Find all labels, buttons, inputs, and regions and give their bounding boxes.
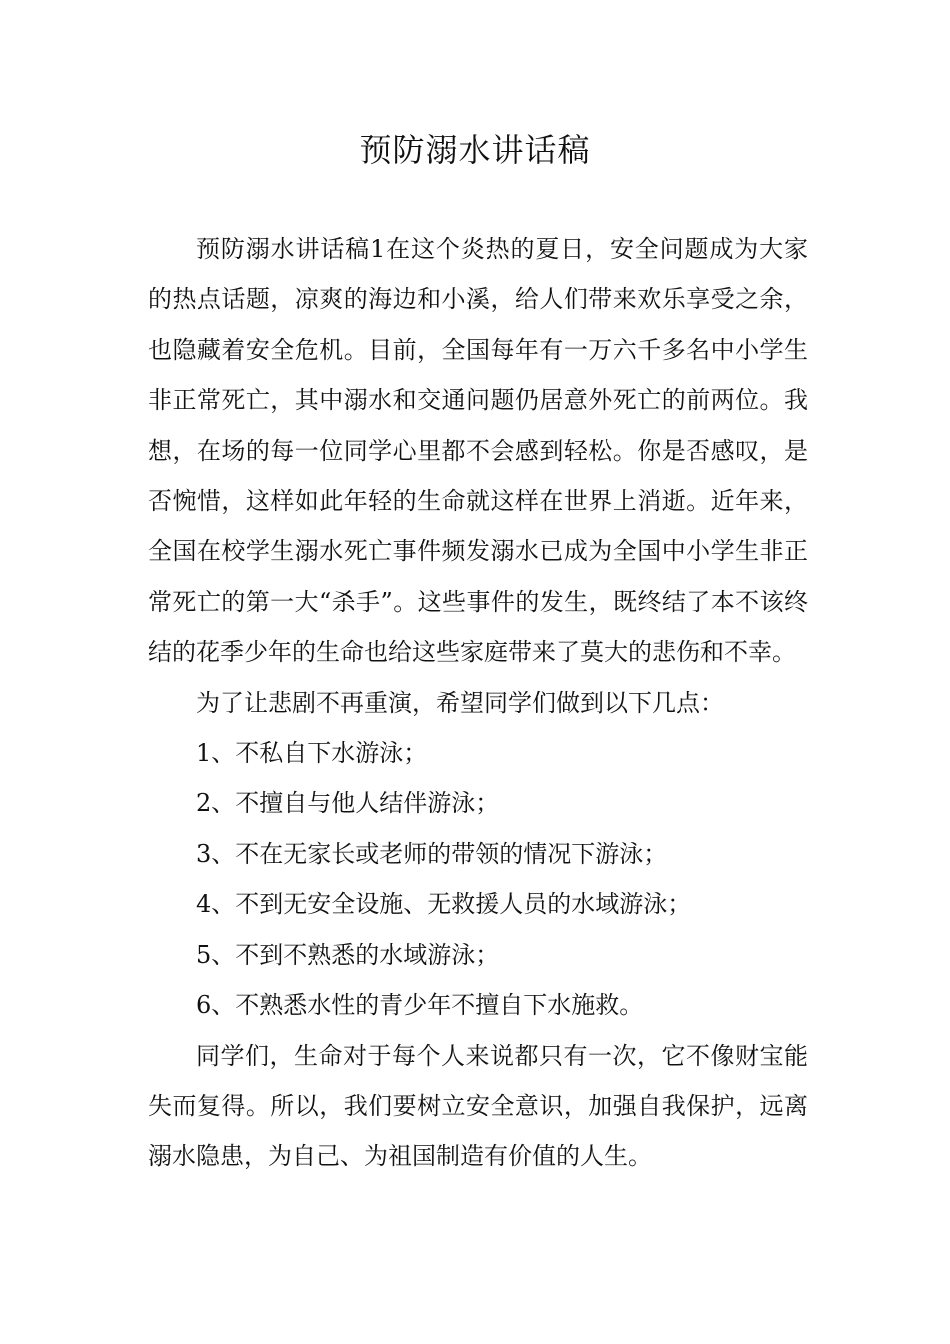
paragraph-intro: 预防溺水讲话稿1在这个炎热的夏日，安全问题成为大家的热点话题，凉爽的海边和小溪，给人们带来欢乐享受之余，也隐藏着安全危机。目前，全国每年有一万六千多名中小学生非正常死亡，其中溺水和交通问题仍居意外死亡的前两位。我想，在场的每一位同学心里都不会感到轻松。你是否感叹，是否惋惜，这样如此年轻的生命就这样在世界上消逝。近年来，全国在校学生溺水死亡事件频发溺水已成为全国中小学生非正常死亡的第一大“杀手”。这些事件的发生，既终结了本不该终结的花季少年的生命也给这些家庭带来了莫大的悲伤和不幸。 [148,235,808,667]
document-body [148,224,808,1182]
list-item-5: 5、不到不熟悉的水域游泳； [196,940,500,969]
list-item-3: 3、不在无家长或老师的带领的情况下游泳； [196,839,668,868]
paragraph-call-to-action: 为了让悲剧不再重演，希望同学们做到以下几点： [196,688,724,717]
list-item-6: 6、不熟悉水性的青少年不擅自下水施救。 [196,991,644,1020]
paragraph-conclusion: 同学们，生命对于每个人来说都只有一次，它不像财宝能失而复得。所以，我们要树立安全意识，加强自我保护，远离溺水隐患，为自己、为祖国制造有价值的人生。 [148,1041,808,1171]
page-title: 预防溺水讲话稿 [359,131,591,169]
list-item-2: 2、不擅自与他人结伴游泳； [196,789,500,818]
list-item-1: 1、不私自下水游泳； [196,739,428,768]
list-item-4: 4、不到无安全设施、无救援人员的水域游泳； [196,890,692,919]
